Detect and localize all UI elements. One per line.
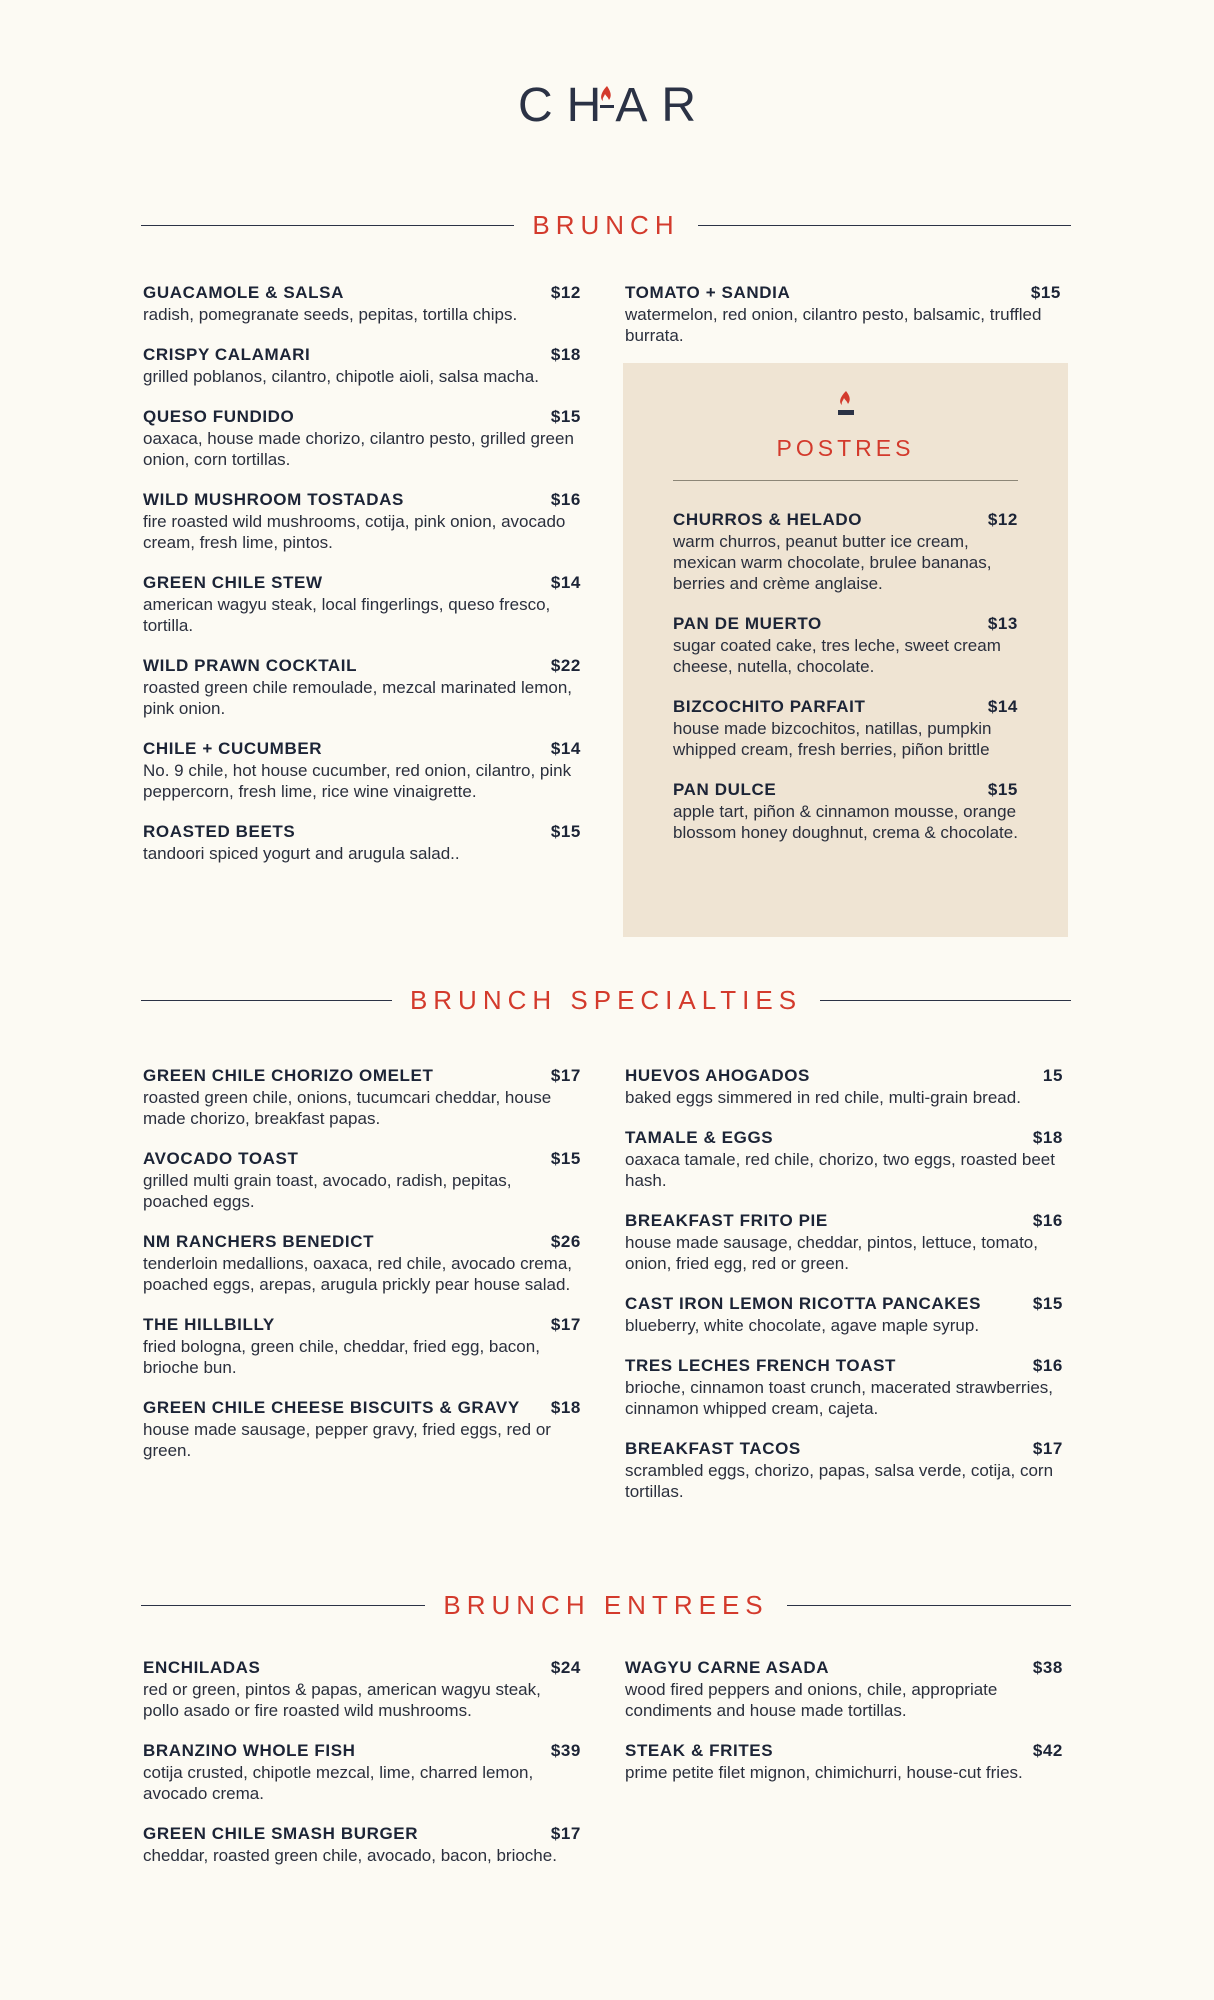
menu-item-name: GREEN CHILE CHEESE BISCUITS & GRAVY: [143, 1398, 520, 1417]
menu-item: [625, 1065, 1063, 1108]
menu-item-name: CHURROS & HELADO: [673, 510, 863, 529]
menu-item-header: [143, 1065, 581, 1087]
menu-item-name: STEAK & FRITES: [625, 1741, 774, 1760]
menu-item-header: [625, 1065, 1063, 1087]
menu-item-header: [625, 1438, 1063, 1460]
menu-item-name: PAN DE MUERTO: [673, 614, 822, 633]
menu-item: [625, 1657, 1063, 1721]
divider: [141, 1000, 392, 1001]
divider: [698, 225, 1071, 226]
menu-item-description: roasted green chile, onions, tucumcari cheddar, house made chorizo, breakfast papas.: [143, 1088, 552, 1128]
menu-item-price: $17: [550, 1066, 581, 1085]
menu-item-header: [143, 1314, 581, 1336]
menu-item-description: fried bologna, green chile, cheddar, fried egg, bacon, brioche bun.: [143, 1337, 540, 1377]
menu-item-price: $22: [550, 656, 581, 675]
menu-item-name: GREEN CHILE SMASH BURGER: [143, 1824, 419, 1843]
menu-item: [625, 1740, 1063, 1783]
menu-item-description: cheddar, roasted green chile, avocado, bacon, brioche.: [143, 1846, 557, 1865]
menu-item-header: [625, 1210, 1063, 1232]
menu-item-price: $42: [1032, 1741, 1063, 1760]
divider: [787, 1605, 1071, 1606]
menu-item-description: watermelon, red onion, cilantro pesto, balsamic, truffled burrata.: [625, 305, 1042, 345]
menu-item-header: [143, 1657, 581, 1679]
section-header-specialties: [141, 980, 1071, 1020]
menu-item-price: $26: [550, 1232, 581, 1251]
menu-item-header: [673, 779, 1018, 801]
logo-text: CHAR: [517, 79, 710, 132]
menu-item-name: TOMATO + SANDIA: [625, 283, 791, 302]
menu-item-name: WILD MUSHROOM TOSTADAS: [143, 490, 404, 509]
menu-item: [625, 282, 1061, 346]
section-header-entrees: [141, 1585, 1071, 1625]
menu-item-description: grilled multi grain toast, avocado, radish, pepitas, poached eggs.: [143, 1171, 512, 1211]
menu-item-price: $15: [1032, 1294, 1063, 1313]
section-title: BRUNCH: [532, 209, 680, 240]
menu-item-header: [625, 282, 1061, 304]
menu-item-description: oaxaca, house made chorizo, cilantro pesto, grilled green onion, corn tortillas.: [143, 429, 574, 469]
menu-item-header: [143, 406, 581, 428]
menu-item-header: [143, 344, 581, 366]
menu-item: [143, 282, 581, 325]
menu-item-description: wood fired peppers and onions, chile, appropriate condiments and house made tortillas.: [625, 1680, 998, 1720]
brunch-right-column: [625, 282, 1061, 365]
menu-item: [625, 1210, 1063, 1274]
menu-item: [143, 1065, 581, 1129]
menu-item: [143, 406, 581, 470]
entrees-left-column: [143, 1657, 581, 1885]
menu-item-name: BIZCOCHITO PARFAIT: [673, 697, 866, 716]
menu-item-header: [143, 489, 581, 511]
menu-item-price: $18: [550, 345, 581, 364]
menu-item-description: cotija crusted, chipotle mezcal, lime, charred lemon, avocado crema.: [143, 1763, 534, 1803]
menu-item: [143, 1314, 581, 1378]
menu-item: [625, 1438, 1063, 1502]
menu-item-price: $24: [550, 1658, 581, 1677]
menu-item-name: TAMALE & EGGS: [625, 1128, 774, 1147]
menu-item-description: apple tart, piñon & cinnamon mousse, orange blossom honey doughnut, crema & chocolate.: [673, 802, 1018, 842]
specialties-right-column: [625, 1065, 1063, 1521]
menu-item-header: [625, 1657, 1063, 1679]
menu-item-name: PAN DULCE: [673, 780, 777, 799]
menu-item-description: baked eggs simmered in red chile, multi-grain bread.: [625, 1088, 1021, 1107]
menu-item-header: [625, 1293, 1063, 1315]
menu-item-name: QUESO FUNDIDO: [143, 407, 295, 426]
menu-item: [625, 1293, 1063, 1336]
menu-item-description: radish, pomegranate seeds, pepitas, tortilla chips.: [143, 305, 518, 324]
menu-item: [625, 1355, 1063, 1419]
menu-item: [143, 1823, 581, 1866]
menu-item-price: $13: [987, 614, 1018, 633]
menu-item-name: ROASTED BEETS: [143, 822, 296, 841]
section-header-brunch: [141, 205, 1071, 245]
menu-item-description: scrambled eggs, chorizo, papas, salsa verde, cotija, corn tortillas.: [625, 1461, 1054, 1501]
menu-item: [625, 1127, 1063, 1191]
menu-item-header: [143, 655, 581, 677]
menu-item: [143, 1148, 581, 1212]
menu-item-price: $38: [1032, 1658, 1063, 1677]
menu-item-price: $15: [1030, 283, 1061, 302]
menu-item-header: [143, 1823, 581, 1845]
specialties-left-column: [143, 1065, 581, 1480]
menu-item-header: [143, 282, 581, 304]
menu-item-price: $12: [987, 510, 1018, 529]
section-title: BRUNCH ENTREES: [443, 1589, 769, 1620]
postres-box: [623, 363, 1068, 937]
menu-item-price: $14: [987, 697, 1018, 716]
menu-item-description: american wagyu steak, local fingerlings, queso fresco, tortilla.: [143, 595, 551, 635]
brunch-left-column: [143, 282, 581, 883]
menu-item-description: tenderloin medallions, oaxaca, red chile, avocado crema, poached eggs, arepas, arugula prickly pear house salad.: [143, 1254, 573, 1294]
menu-item-description: warm churros, peanut butter ice cream, mexican warm chocolate, brulee bananas, berries and crème anglaise.: [673, 532, 992, 593]
menu-item: [143, 489, 581, 553]
postres-list: [673, 509, 1018, 862]
menu-item-name: TRES LECHES FRENCH TOAST: [625, 1356, 896, 1375]
menu-item-name: CHILE + CUCUMBER: [143, 739, 323, 758]
menu-item-price: $16: [550, 490, 581, 509]
divider: [820, 1000, 1071, 1001]
divider: [141, 1605, 425, 1606]
menu-item-header: [143, 1231, 581, 1253]
menu-item-price: $17: [550, 1824, 581, 1843]
menu-item: [143, 821, 581, 864]
menu-item-price: $17: [1032, 1439, 1063, 1458]
menu-item: [673, 613, 1018, 677]
flame-icon: [623, 390, 1068, 425]
menu-item-description: roasted green chile remoulade, mezcal marinated lemon, pink onion.: [143, 678, 573, 718]
menu-item: [143, 1657, 581, 1721]
menu-item-name: BREAKFAST FRITO PIE: [625, 1211, 828, 1230]
menu-item-description: brioche, cinnamon toast crunch, macerated strawberries, cinnamon whipped cream, cajeta.: [625, 1378, 1054, 1418]
menu-item: [673, 509, 1018, 594]
menu-item-price: $12: [550, 283, 581, 302]
menu-item: [143, 1397, 581, 1461]
menu-item-description: grilled poblanos, cilantro, chipotle aioli, salsa macha.: [143, 367, 539, 386]
menu-item-header: [625, 1355, 1063, 1377]
menu-item-header: [673, 509, 1018, 531]
menu-item-name: WAGYU CARNE ASADA: [625, 1658, 830, 1677]
menu-item-name: BREAKFAST TACOS: [625, 1439, 801, 1458]
menu-item-header: [143, 1148, 581, 1170]
menu-item: [673, 696, 1018, 760]
menu-item-name: WILD PRAWN COCKTAIL: [143, 656, 358, 675]
menu-item: [673, 779, 1018, 843]
menu-item-price: $15: [987, 780, 1018, 799]
divider: [141, 225, 514, 226]
menu-item-description: tandoori spiced yogurt and arugula salad..: [143, 844, 460, 863]
menu-item: [143, 572, 581, 636]
menu-item-header: [143, 1740, 581, 1762]
menu-item-name: GREEN CHILE STEW: [143, 573, 323, 592]
menu-item-description: red or green, pintos & papas, american wagyu steak, pollo asado or fire roasted wild mushrooms.: [143, 1680, 541, 1720]
menu-item-price: $39: [550, 1741, 581, 1760]
menu-item-description: house made sausage, cheddar, pintos, lettuce, tomato, onion, fried egg, red or green.: [625, 1233, 1038, 1273]
menu-item-price: $15: [550, 822, 581, 841]
menu-item: [143, 344, 581, 387]
menu-item-price: $15: [550, 407, 581, 426]
menu-item-name: HUEVOS AHOGADOS: [625, 1066, 811, 1085]
menu-item: [143, 1231, 581, 1295]
menu-item-price: $14: [550, 573, 581, 592]
menu-item-name: AVOCADO TOAST: [143, 1149, 299, 1168]
entrees-right-column: [625, 1657, 1063, 1802]
menu-item-description: blueberry, white chocolate, agave maple syrup.: [625, 1316, 980, 1335]
menu-item-name: THE HILLBILLY: [143, 1315, 275, 1334]
menu-item-name: CRISPY CALAMARI: [143, 345, 311, 364]
menu-item-name: GREEN CHILE CHORIZO OMELET: [143, 1066, 434, 1085]
menu-item-price: $15: [550, 1149, 581, 1168]
menu-item-price: $17: [550, 1315, 581, 1334]
menu-item-price: $16: [1032, 1211, 1063, 1230]
menu-item-price: $16: [1032, 1356, 1063, 1375]
menu-item-price: 15: [1042, 1066, 1063, 1085]
divider: [673, 480, 1018, 481]
menu-item-description: prime petite filet mignon, chimichurri, house-cut fries.: [625, 1763, 1023, 1782]
section-title: BRUNCH SPECIALTIES: [409, 984, 803, 1015]
menu-item-name: BRANZINO WHOLE FISH: [143, 1741, 356, 1760]
menu-item-price: $18: [550, 1398, 581, 1417]
menu-item-header: [673, 696, 1018, 718]
menu-item-description: fire roasted wild mushrooms, cotija, pink onion, avocado cream, fresh lime, pintos.: [143, 512, 566, 552]
menu-item-header: [143, 738, 581, 760]
menu-item-description: house made sausage, pepper gravy, fried eggs, red or green.: [143, 1420, 551, 1460]
menu-item-name: ENCHILADAS: [143, 1658, 261, 1677]
menu-item: [143, 1740, 581, 1804]
menu-item-description: oaxaca tamale, red chile, chorizo, two eggs, roasted beet hash.: [625, 1150, 1055, 1190]
menu-item-name: CAST IRON LEMON RICOTTA PANCAKES: [625, 1294, 982, 1313]
postres-title: POSTRES: [776, 435, 915, 461]
logo: [0, 78, 1214, 133]
menu-item-header: [143, 1397, 581, 1419]
menu-item-header: [625, 1740, 1063, 1762]
menu-item-name: GUACAMOLE & SALSA: [143, 283, 344, 302]
menu-item-description: house made bizcochitos, natillas, pumpkin whipped cream, fresh berries, piñon brittle: [673, 719, 992, 759]
menu-item-header: [673, 613, 1018, 635]
menu-item-header: [143, 821, 581, 843]
menu-item-header: [143, 572, 581, 594]
menu-item-description: sugar coated cake, tres leche, sweet cream cheese, nutella, chocolate.: [673, 636, 1001, 676]
menu-item: [143, 655, 581, 719]
menu-item-price: $18: [1032, 1128, 1063, 1147]
menu-item-header: [625, 1127, 1063, 1149]
menu-item-name: NM RANCHERS BENEDICT: [143, 1232, 375, 1251]
menu-item: [143, 738, 581, 802]
menu-item-description: No. 9 chile, hot house cucumber, red onion, cilantro, pink peppercorn, fresh lime, rice wine vinaigrette.: [143, 761, 572, 801]
menu-item-price: $14: [550, 739, 581, 758]
